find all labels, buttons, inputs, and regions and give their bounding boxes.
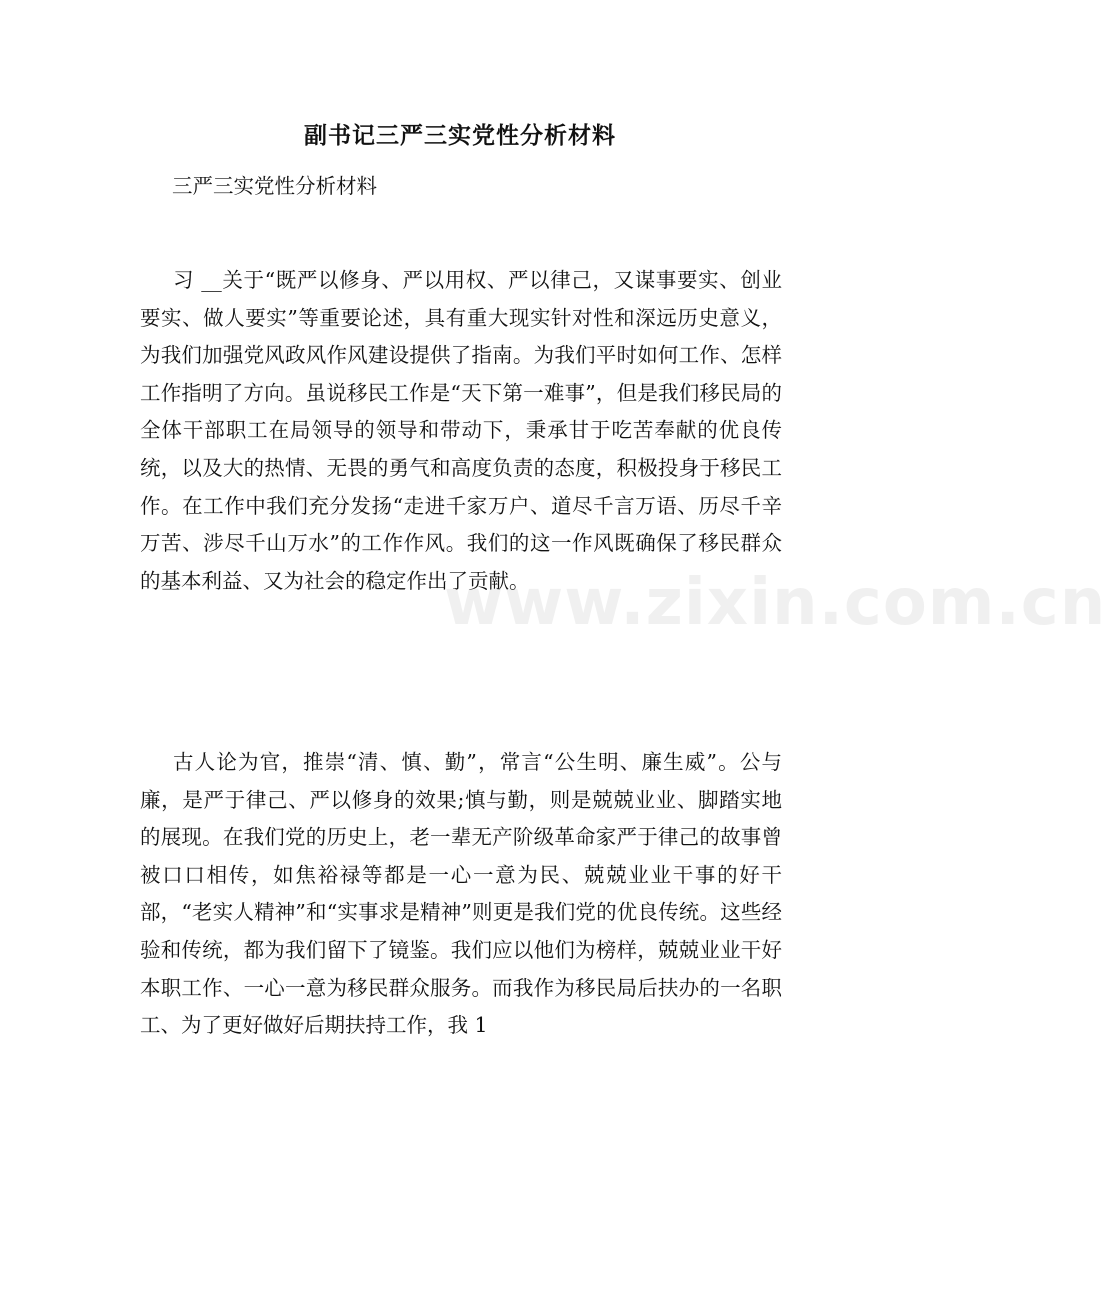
- body-paragraph-1: 习 __关于“既严以修身、严以用权、严以律己，又谋事要实、创业要实、做人要实”等重要论述，具有重大现实针对性和深远历史意义，为我们加强党风政风作风建设提供了指南。为我们平时如何工作、怎样工作指明了方向。虽说移民工作是“天下第一难事”，但是我们移民局的全体干部职工在局领导的领导和带动下，秉承甘于吃苦奉献的优良传统，以及大的热情、无畏的勇气和高度负责的态度，积极投身于移民工作。在工作中我们充分发扬“走进千家万户、道尽千言万语、历尽千辛万苦、涉尽千山万水”的工作作风。我们的这一作风既确保了移民群众的基本利益、又为社会的稳定作出了贡献。: [140, 268, 782, 593]
- document-subtitle: 三严三实党性分析材料: [172, 174, 377, 198]
- body-paragraph-2: 古人论为官，推崇“清、慎、勤”，常言“公生明、廉生威”。公与廉，是严于律己、严以修身的效果;慎与勤，则是兢兢业业、脚踏实地的展现。在我们党的历史上，老一辈无产阶级革命家严于律己的故事曾被口口相传，如焦裕禄等都是一心一意为民、兢兢业业干事的好干部，“老实人精神”和“实事求是精神”则更是我们党的优良传统。这些经验和传统，都为我们留下了镜鉴。我们应以他们为榜样，兢兢业业干好本职工作、一心一意为移民群众服务。而我作为移民局后扶办的一名职工、为了更好做好后期扶持工作，我 1: [140, 750, 782, 1038]
- document-title: 副书记三严三实党性分析材料: [304, 122, 616, 149]
- site-watermark: www.zixin.com.cn: [444, 566, 1106, 640]
